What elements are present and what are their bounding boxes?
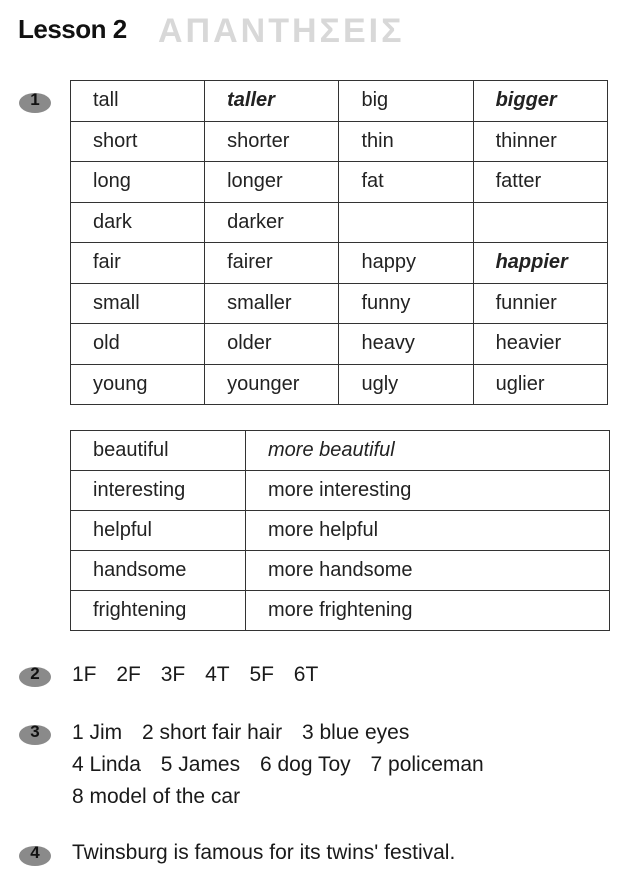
- table-cell: funny: [339, 283, 473, 324]
- table-cell: more helpful: [246, 511, 610, 551]
- exercise-2-answers: [72, 663, 332, 687]
- exercise-4-badge: [18, 841, 52, 867]
- table-cell: more frightening: [246, 591, 610, 631]
- table-cell: shorter: [205, 121, 339, 162]
- table-cell: thinner: [473, 121, 607, 162]
- table-row: [71, 202, 608, 243]
- table-cell: happy: [339, 243, 473, 284]
- table-cell: handsome: [71, 551, 246, 591]
- table-cell: funnier: [473, 283, 607, 324]
- header-banner: ΑΠΑΝΤΗΣΕΙΣ: [158, 12, 405, 50]
- table-cell: smaller: [205, 283, 339, 324]
- table-row: [71, 551, 610, 591]
- table-cell: fatter: [473, 162, 607, 203]
- exercise-number: 3: [30, 722, 40, 741]
- table-cell: heavier: [473, 324, 607, 365]
- table-row: [71, 243, 608, 284]
- page-header: [18, 10, 608, 50]
- table-cell: happier: [473, 243, 607, 284]
- table-cell: big: [339, 81, 473, 122]
- answer: 5F: [249, 663, 274, 686]
- table-cell: old: [71, 324, 205, 365]
- answer: 2F: [116, 663, 141, 686]
- answer: 4 Linda: [72, 753, 141, 776]
- table-cell: helpful: [71, 511, 246, 551]
- table-cell: taller: [205, 81, 339, 122]
- exercise-1-badge: [18, 88, 52, 114]
- answer: 6T: [293, 663, 319, 686]
- table-cell: ugly: [339, 364, 473, 405]
- table-row: [71, 81, 608, 122]
- exercise-number: 2: [30, 664, 40, 683]
- table-cell: younger: [205, 364, 339, 405]
- table-cell: dark: [71, 202, 205, 243]
- exercise-3-line-1: [72, 721, 423, 745]
- table-cell: older: [205, 324, 339, 365]
- table-cell: fairer: [205, 243, 339, 284]
- answer: 7 policeman: [370, 753, 484, 776]
- comparatives-table-2: [70, 430, 610, 631]
- exercise-number: 4: [30, 843, 40, 862]
- table-cell: interesting: [71, 471, 246, 511]
- table-row: [71, 471, 610, 511]
- exercise-4-sentence: Twinsburg is famous for its twins' festival.: [72, 841, 456, 864]
- table-cell: beautiful: [71, 431, 246, 471]
- exercise-3-line-3: [72, 785, 254, 809]
- answer: 3 blue eyes: [301, 721, 410, 744]
- answer: 8 model of the car: [72, 785, 241, 808]
- answer: 2 short fair hair: [142, 721, 283, 744]
- table-row: [71, 364, 608, 405]
- table-cell: longer: [205, 162, 339, 203]
- table-cell: [473, 202, 607, 243]
- exercise-number: 1: [30, 90, 40, 109]
- answer: 5 James: [160, 753, 241, 776]
- table-row: [71, 324, 608, 365]
- table-cell: small: [71, 283, 205, 324]
- table-row: [71, 511, 610, 551]
- table-cell: more beautiful: [246, 431, 610, 471]
- table-row: [71, 591, 610, 631]
- exercise-3-line-2: [72, 753, 498, 777]
- exercise-2-badge: [18, 662, 52, 688]
- table-cell: bigger: [473, 81, 607, 122]
- table-cell: tall: [71, 81, 205, 122]
- table-cell: young: [71, 364, 205, 405]
- answer: 4T: [205, 663, 230, 686]
- table-cell: frightening: [71, 591, 246, 631]
- comparatives-table-1: [70, 80, 608, 405]
- table-row: [71, 431, 610, 471]
- table-row: [71, 121, 608, 162]
- table-cell: [339, 202, 473, 243]
- table-cell: long: [71, 162, 205, 203]
- table-cell: fair: [71, 243, 205, 284]
- answer: 6 dog Toy: [259, 753, 351, 776]
- answer: 1 Jim: [72, 721, 123, 744]
- table-cell: short: [71, 121, 205, 162]
- table-row: [71, 162, 608, 203]
- answer: 3F: [160, 663, 186, 686]
- table-cell: darker: [205, 202, 339, 243]
- table-cell: more handsome: [246, 551, 610, 591]
- table-cell: more interesting: [246, 471, 610, 511]
- table-cell: fat: [339, 162, 473, 203]
- table-cell: thin: [339, 121, 473, 162]
- lesson-title: Lesson 2: [18, 14, 127, 44]
- exercise-3-badge: [18, 720, 52, 746]
- table-row: [71, 283, 608, 324]
- table-cell: uglier: [473, 364, 607, 405]
- answer: 1F: [72, 663, 97, 686]
- table-cell: heavy: [339, 324, 473, 365]
